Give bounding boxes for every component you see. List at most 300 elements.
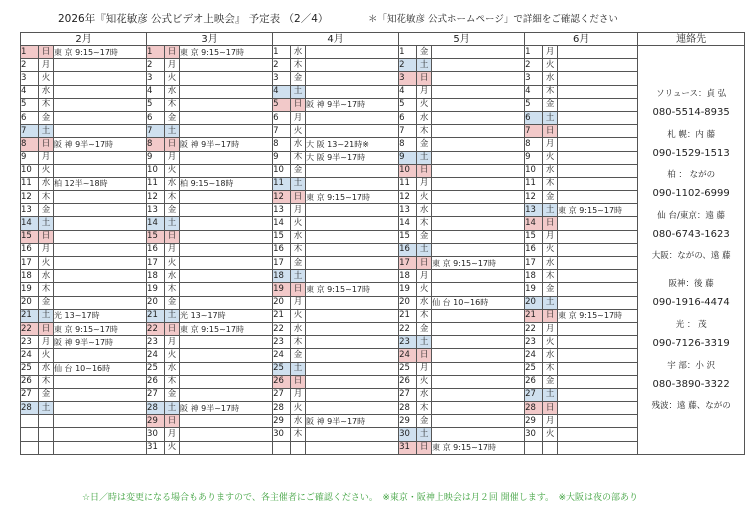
- day-number: 20: [399, 296, 417, 309]
- day-number: 8: [399, 138, 417, 151]
- event: [180, 428, 273, 441]
- day-number: 1: [273, 46, 291, 59]
- event: [180, 441, 273, 454]
- day-number: 15: [21, 230, 39, 243]
- day-number: 12: [147, 191, 165, 204]
- day-number: 14: [21, 217, 39, 230]
- event: [432, 349, 525, 362]
- day-number: 14: [525, 217, 543, 230]
- event: [306, 441, 399, 454]
- event: 大 阪 13~21時※: [306, 138, 399, 151]
- weekday: 金: [543, 283, 558, 296]
- event: [558, 388, 638, 401]
- day-row: [21, 388, 745, 401]
- weekday: 土: [543, 296, 558, 309]
- weekday: 月: [543, 230, 558, 243]
- event: [180, 204, 273, 217]
- event: [432, 428, 525, 441]
- weekday: 火: [417, 375, 432, 388]
- event: [432, 230, 525, 243]
- contact-name: 仙 台/東京：遠 藤: [657, 210, 726, 221]
- weekday: 火: [165, 72, 180, 85]
- event: 光 13~17時: [180, 309, 273, 322]
- weekday: 水: [291, 230, 306, 243]
- event: 東 京 9:15~17時: [306, 283, 399, 296]
- day-number: 5: [21, 98, 39, 111]
- contact-name: 残波：遠 藤、ながの: [651, 401, 731, 412]
- day-number: 8: [273, 138, 291, 151]
- weekday: 木: [165, 283, 180, 296]
- event: [306, 230, 399, 243]
- weekday: 金: [417, 46, 432, 59]
- event: [306, 125, 399, 138]
- event: [558, 270, 638, 283]
- weekday: 土: [165, 125, 180, 138]
- day-number: 28: [399, 402, 417, 415]
- weekday: 水: [39, 177, 54, 190]
- weekday: 日: [291, 283, 306, 296]
- event: [306, 59, 399, 72]
- day-number: 30: [525, 428, 543, 441]
- event: [432, 243, 525, 256]
- day-number: 21: [147, 309, 165, 322]
- day-number: 16: [399, 243, 417, 256]
- weekday: 土: [291, 85, 306, 98]
- day-number: 24: [525, 349, 543, 362]
- header-line: [0, 11, 720, 27]
- day-row: [21, 349, 745, 362]
- event: [54, 125, 147, 138]
- contact-name: 阪神：後 藤: [668, 279, 714, 290]
- weekday: 火: [165, 441, 180, 454]
- event: [306, 177, 399, 190]
- event: [558, 283, 638, 296]
- weekday: 土: [417, 243, 432, 256]
- day-row: [21, 217, 745, 230]
- event: [558, 98, 638, 111]
- weekday: 木: [417, 309, 432, 322]
- weekday: 金: [39, 296, 54, 309]
- event: [180, 375, 273, 388]
- day-number: 6: [525, 111, 543, 124]
- weekday: 日: [165, 322, 180, 335]
- day-number: 17: [21, 257, 39, 270]
- event: 阪 神 9半~17時: [180, 138, 273, 151]
- day-number: 23: [21, 336, 39, 349]
- event: [180, 98, 273, 111]
- weekday: 火: [543, 151, 558, 164]
- event: [306, 428, 399, 441]
- weekday: 火: [39, 349, 54, 362]
- weekday: 土: [543, 111, 558, 124]
- event: [54, 270, 147, 283]
- day-number: 27: [399, 388, 417, 401]
- weekday: 月: [543, 415, 558, 428]
- event: [54, 72, 147, 85]
- day-number: 22: [273, 322, 291, 335]
- day-number: 10: [399, 164, 417, 177]
- day-number: 20: [525, 296, 543, 309]
- day-number: 15: [399, 230, 417, 243]
- weekday: 火: [417, 98, 432, 111]
- weekday: [291, 441, 306, 454]
- contact-name: 宇 部：小 沢: [667, 360, 716, 371]
- event: [558, 151, 638, 164]
- day-row: [21, 46, 745, 59]
- event: [558, 441, 638, 454]
- weekday: 月: [543, 322, 558, 335]
- event: [306, 204, 399, 217]
- weekday: 土: [39, 217, 54, 230]
- weekday: 火: [417, 191, 432, 204]
- weekday: 日: [165, 138, 180, 151]
- weekday: 土: [291, 362, 306, 375]
- event: [180, 217, 273, 230]
- weekday: 水: [39, 270, 54, 283]
- weekday: 土: [417, 428, 432, 441]
- day-number: 13: [273, 204, 291, 217]
- day-number: 26: [273, 375, 291, 388]
- event: [558, 362, 638, 375]
- event: [54, 402, 147, 415]
- event: [432, 362, 525, 375]
- event: 大 阪 9半~17時: [306, 151, 399, 164]
- weekday: 火: [291, 217, 306, 230]
- event: [54, 191, 147, 204]
- weekday: 土: [543, 204, 558, 217]
- event: [432, 151, 525, 164]
- event: [54, 243, 147, 256]
- event: [306, 388, 399, 401]
- day-row: [21, 362, 745, 375]
- weekday: 日: [291, 375, 306, 388]
- event: [180, 72, 273, 85]
- day-number: [21, 415, 39, 428]
- weekday: 日: [417, 349, 432, 362]
- day-number: 11: [399, 177, 417, 190]
- day-row: [21, 283, 745, 296]
- event: [180, 362, 273, 375]
- day-number: 27: [21, 388, 39, 401]
- weekday: 月: [39, 151, 54, 164]
- weekday: 水: [291, 322, 306, 335]
- day-number: 21: [273, 309, 291, 322]
- event: [432, 72, 525, 85]
- weekday: 月: [165, 151, 180, 164]
- weekday: 火: [291, 402, 306, 415]
- day-row: [21, 415, 745, 428]
- weekday: 火: [543, 59, 558, 72]
- weekday: 木: [291, 243, 306, 256]
- day-number: 1: [21, 46, 39, 59]
- day-number: 18: [525, 270, 543, 283]
- event: 東 京 9:15~17時: [54, 46, 147, 59]
- contact-entry: [638, 129, 744, 170]
- day-row: [21, 270, 745, 283]
- event: [180, 415, 273, 428]
- day-number: 5: [399, 98, 417, 111]
- weekday: [543, 441, 558, 454]
- day-number: 29: [273, 415, 291, 428]
- day-number: 17: [399, 257, 417, 270]
- event: [432, 217, 525, 230]
- weekday: 木: [543, 362, 558, 375]
- day-number: 22: [525, 322, 543, 335]
- weekday: 水: [291, 46, 306, 59]
- event: [180, 125, 273, 138]
- day-number: 2: [525, 59, 543, 72]
- weekday: 水: [39, 85, 54, 98]
- day-number: 10: [21, 164, 39, 177]
- weekday: [39, 428, 54, 441]
- weekday: 水: [417, 296, 432, 309]
- event: [432, 164, 525, 177]
- day-number: 10: [273, 164, 291, 177]
- event: [432, 283, 525, 296]
- day-row: [21, 138, 745, 151]
- day-number: 22: [147, 322, 165, 335]
- weekday: 月: [291, 204, 306, 217]
- event: 東 京 9:15~17時: [558, 204, 638, 217]
- day-number: 12: [273, 191, 291, 204]
- day-row: [21, 257, 745, 270]
- day-number: 30: [147, 428, 165, 441]
- day-number: 8: [147, 138, 165, 151]
- event: [306, 257, 399, 270]
- event: [54, 388, 147, 401]
- day-row: [21, 243, 745, 256]
- day-number: 19: [273, 283, 291, 296]
- weekday: 月: [165, 428, 180, 441]
- event: [558, 349, 638, 362]
- day-number: 5: [525, 98, 543, 111]
- weekday: 木: [543, 270, 558, 283]
- event: 東 京 9:15~17時: [180, 46, 273, 59]
- day-number: 7: [525, 125, 543, 138]
- day-number: 24: [21, 349, 39, 362]
- month-header-row: [21, 33, 745, 46]
- contact-phone: 080-3890-3322: [652, 378, 730, 390]
- day-number: 15: [525, 230, 543, 243]
- weekday: 金: [291, 349, 306, 362]
- day-row: [21, 230, 745, 243]
- weekday: 月: [543, 46, 558, 59]
- day-number: 22: [21, 322, 39, 335]
- weekday: 木: [39, 283, 54, 296]
- event: [180, 59, 273, 72]
- day-number: 23: [525, 336, 543, 349]
- day-number: 7: [21, 125, 39, 138]
- weekday: 土: [417, 59, 432, 72]
- weekday: 水: [417, 388, 432, 401]
- day-number: 21: [525, 309, 543, 322]
- event: [558, 177, 638, 190]
- day-number: 16: [147, 243, 165, 256]
- event: [54, 257, 147, 270]
- weekday: [39, 415, 54, 428]
- event: [558, 46, 638, 59]
- weekday: 土: [291, 270, 306, 283]
- weekday: 火: [543, 336, 558, 349]
- weekday: 月: [417, 362, 432, 375]
- contact-name: 光 ： 茂: [675, 319, 707, 330]
- day-number: 4: [273, 85, 291, 98]
- day-number: 25: [21, 362, 39, 375]
- event: [432, 191, 525, 204]
- day-number: 20: [147, 296, 165, 309]
- day-number: 3: [147, 72, 165, 85]
- weekday: 木: [39, 98, 54, 111]
- event: [558, 164, 638, 177]
- day-number: 17: [147, 257, 165, 270]
- day-number: 16: [525, 243, 543, 256]
- day-number: 11: [21, 177, 39, 190]
- weekday: 土: [417, 151, 432, 164]
- event: [180, 257, 273, 270]
- day-number: 6: [399, 111, 417, 124]
- weekday: [39, 441, 54, 454]
- weekday: 土: [39, 125, 54, 138]
- event: [54, 283, 147, 296]
- event: 阪 神 9半~17時: [54, 138, 147, 151]
- weekday: 木: [165, 375, 180, 388]
- weekday: 日: [543, 217, 558, 230]
- footnote: ☆日／時は変更になる場合もありますので、各主催者にご確認ください。 ※東京・阪神上映会は月２回 開催します。 ※大阪は夜の部あり: [81, 493, 639, 503]
- event: [558, 296, 638, 309]
- day-number: 9: [399, 151, 417, 164]
- contact-phone: 090-1916-4474: [652, 297, 730, 309]
- contact-header: 連絡先: [638, 33, 745, 46]
- event: [558, 191, 638, 204]
- weekday: 金: [165, 204, 180, 217]
- weekday: 金: [417, 230, 432, 243]
- event: [306, 217, 399, 230]
- event: [180, 283, 273, 296]
- weekday: 日: [165, 415, 180, 428]
- contact-name: ソリュース：貞 弘: [656, 89, 727, 99]
- day-number: 8: [525, 138, 543, 151]
- event: 東 京 9:15~17時: [180, 322, 273, 335]
- day-number: 13: [525, 204, 543, 217]
- weekday: 月: [417, 177, 432, 190]
- day-number: 16: [21, 243, 39, 256]
- day-number: 25: [273, 362, 291, 375]
- weekday: 木: [165, 98, 180, 111]
- day-number: 29: [147, 415, 165, 428]
- day-row: [21, 59, 745, 72]
- day-number: 14: [399, 217, 417, 230]
- day-row: [21, 72, 745, 85]
- weekday: 木: [417, 402, 432, 415]
- event: [558, 428, 638, 441]
- event: [432, 388, 525, 401]
- day-number: 7: [273, 125, 291, 138]
- weekday: 土: [417, 336, 432, 349]
- weekday: 火: [39, 164, 54, 177]
- day-number: 11: [273, 177, 291, 190]
- weekday: 月: [165, 243, 180, 256]
- weekday: 日: [543, 309, 558, 322]
- weekday: 日: [417, 257, 432, 270]
- day-number: 25: [147, 362, 165, 375]
- weekday: 水: [165, 85, 180, 98]
- contact-name: 大阪：ながの、遠 藤: [651, 251, 731, 262]
- event: 阪 神 9半~17時: [306, 415, 399, 428]
- day-number: 15: [273, 230, 291, 243]
- event: [558, 415, 638, 428]
- day-number: 15: [147, 230, 165, 243]
- contact-phone: 090-1529-1513: [652, 147, 730, 159]
- day-number: 18: [399, 270, 417, 283]
- event: [180, 243, 273, 256]
- day-number: 6: [147, 111, 165, 124]
- day-number: 18: [21, 270, 39, 283]
- weekday: 木: [39, 375, 54, 388]
- weekday: 水: [165, 177, 180, 190]
- day-number: 7: [147, 125, 165, 138]
- weekday: 日: [39, 322, 54, 335]
- event: [432, 138, 525, 151]
- event: [432, 204, 525, 217]
- contact-list: [638, 46, 744, 422]
- day-row: [21, 98, 745, 111]
- day-number: 9: [21, 151, 39, 164]
- day-number: 29: [399, 415, 417, 428]
- event: [432, 415, 525, 428]
- event: 東 京 9:15~17時: [54, 322, 147, 335]
- event: [306, 309, 399, 322]
- day-number: 27: [273, 388, 291, 401]
- event: [432, 402, 525, 415]
- event: [432, 177, 525, 190]
- day-row: [21, 204, 745, 217]
- event: [54, 111, 147, 124]
- weekday: 土: [165, 217, 180, 230]
- day-number: 24: [399, 349, 417, 362]
- day-number: [273, 441, 291, 454]
- event: 光 13~17時: [54, 309, 147, 322]
- month-header: 6月: [525, 33, 638, 46]
- day-number: 25: [399, 362, 417, 375]
- day-number: 25: [525, 362, 543, 375]
- day-number: 4: [399, 85, 417, 98]
- day-number: 6: [21, 111, 39, 124]
- day-number: 19: [21, 283, 39, 296]
- weekday: 日: [543, 402, 558, 415]
- weekday: 水: [165, 362, 180, 375]
- event: 東 京 9:15~17時: [432, 257, 525, 270]
- day-number: 8: [21, 138, 39, 151]
- event: 柏 12半~18時: [54, 177, 147, 190]
- day-number: 27: [147, 388, 165, 401]
- day-number: 5: [147, 98, 165, 111]
- contact-entry: [638, 169, 744, 210]
- weekday: 金: [291, 257, 306, 270]
- event: [180, 296, 273, 309]
- day-number: 2: [273, 59, 291, 72]
- day-number: 18: [273, 270, 291, 283]
- event: [558, 217, 638, 230]
- day-number: 24: [273, 349, 291, 362]
- weekday: 金: [291, 72, 306, 85]
- contact-entry: [638, 400, 744, 422]
- weekday: 金: [39, 111, 54, 124]
- day-number: 20: [21, 296, 39, 309]
- day-row: [21, 309, 745, 322]
- event: [54, 441, 147, 454]
- day-number: 18: [147, 270, 165, 283]
- event: 阪 神 9半~17時: [306, 98, 399, 111]
